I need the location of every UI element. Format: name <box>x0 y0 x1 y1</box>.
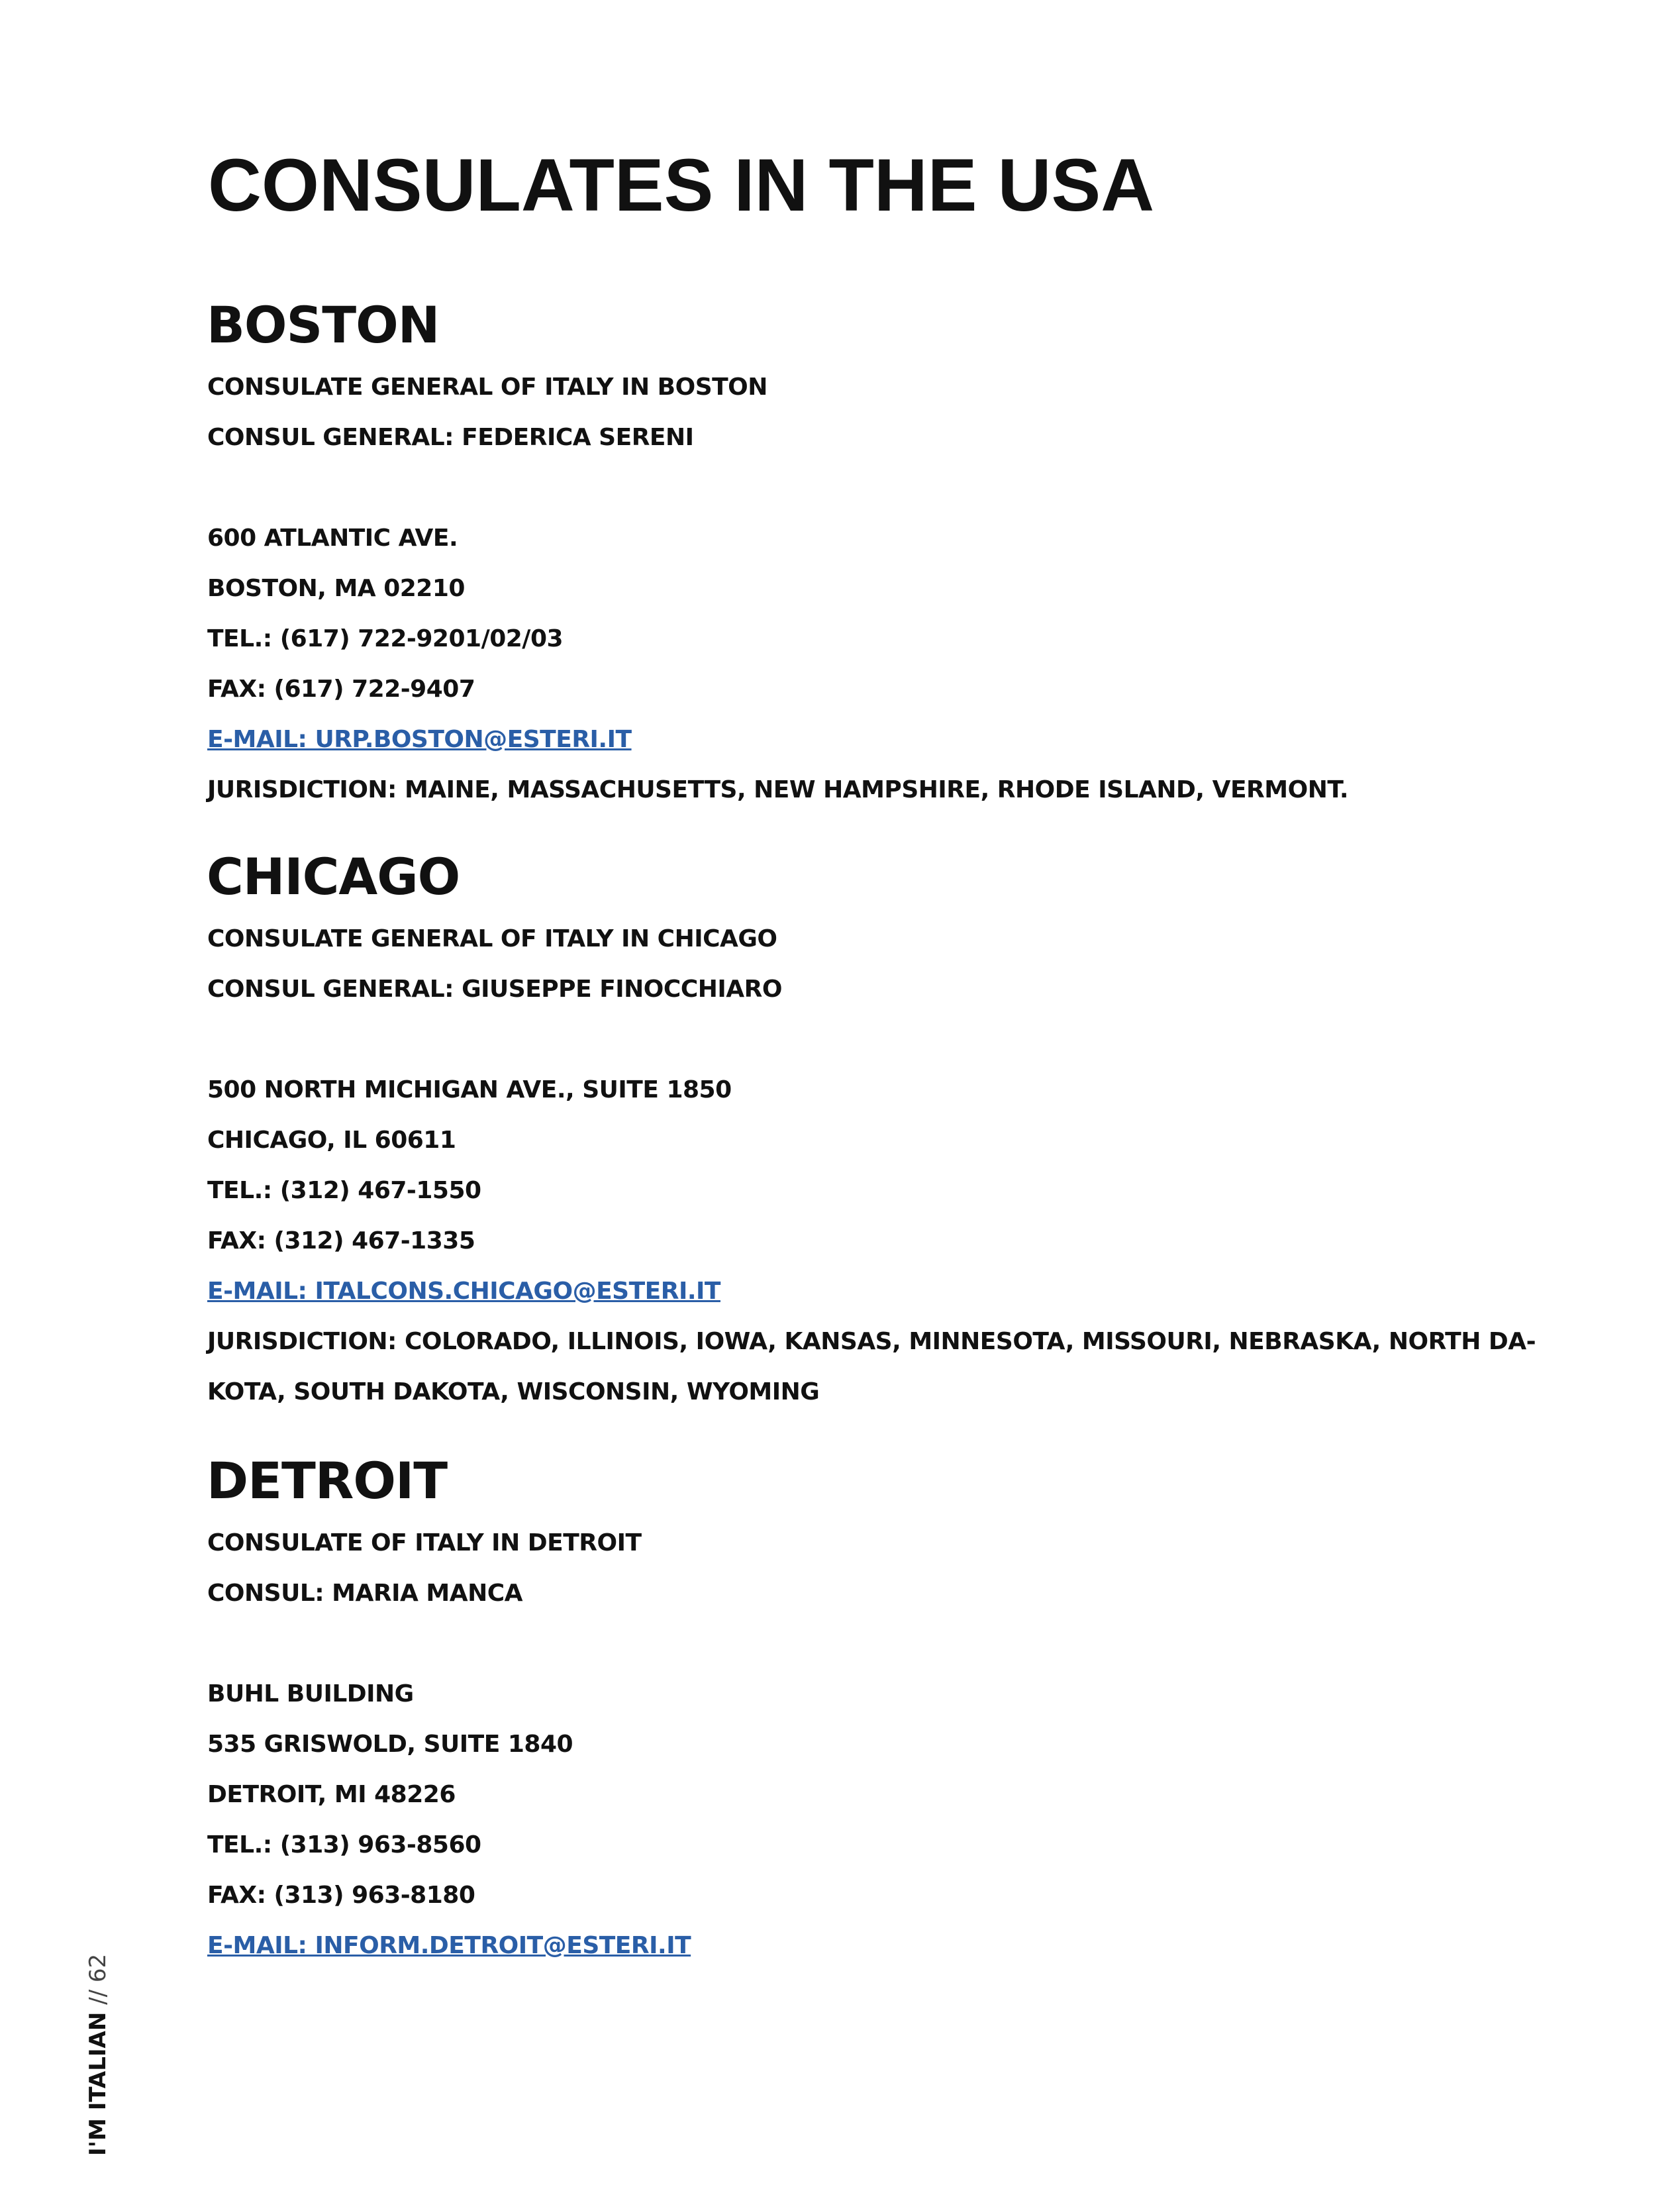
address-street: 500 NORTH MICHIGAN AVE., SUITE 1850 <box>207 1076 732 1103</box>
address-city: BOSTON, MA 02210 <box>207 575 465 602</box>
fax: FAX: (312) 467-1335 <box>207 1227 475 1254</box>
fax: FAX: (617) 722-9407 <box>207 676 475 703</box>
page-number: 62 <box>85 1953 111 1983</box>
email-link[interactable]: E-MAIL: INFORM.DETROIT@ESTERI.IT <box>207 1932 691 1959</box>
address-city: DETROIT, MI 48226 <box>207 1781 456 1808</box>
jurisdiction: JURISDICTION: COLORADO, ILLINOIS, IOWA, KANSAS, MINNESOTA, MISSOURI, NEBRASKA, NORTH DA- <box>207 1328 1536 1355</box>
consul-name: CONSUL GENERAL: FEDERICA SERENI <box>207 424 694 451</box>
telephone: TEL.: (312) 467-1550 <box>207 1177 481 1204</box>
address-street: 600 ATLANTIC AVE. <box>207 525 458 552</box>
address-city: CHICAGO, IL 60611 <box>207 1127 456 1154</box>
city-heading-boston: BOSTON <box>207 295 440 354</box>
footer-brand: I'M ITALIAN <box>85 2011 111 2156</box>
city-heading-detroit: DETROIT <box>207 1451 448 1510</box>
telephone: TEL.: (617) 722-9201/02/03 <box>207 625 564 652</box>
consulate-name: CONSULATE GENERAL OF ITALY IN BOSTON <box>207 374 767 401</box>
city-heading-chicago: CHICAGO <box>207 847 460 906</box>
email-link[interactable]: E-MAIL: URP.BOSTON@ESTERI.IT <box>207 726 632 753</box>
page-title: CONSULATES IN THE USA <box>208 144 1155 227</box>
page-footer <box>85 1954 111 2156</box>
jurisdiction-continued: KOTA, SOUTH DAKOTA, WISCONSIN, WYOMING <box>207 1378 820 1405</box>
telephone: TEL.: (313) 963-8560 <box>207 1831 481 1858</box>
address-street: 535 GRISWOLD, SUITE 1840 <box>207 1731 573 1758</box>
address-building: BUHL BUILDING <box>207 1680 414 1707</box>
consulate-name: CONSULATE OF ITALY IN DETROIT <box>207 1529 642 1556</box>
fax: FAX: (313) 963-8180 <box>207 1882 475 1909</box>
consul-name: CONSUL GENERAL: GIUSEPPE FINOCCHIARO <box>207 976 782 1003</box>
jurisdiction: JURISDICTION: MAINE, MASSACHUSETTS, NEW HAMPSHIRE, RHODE ISLAND, VERMONT. <box>207 776 1349 803</box>
consulate-name: CONSULATE GENERAL OF ITALY IN CHICAGO <box>207 925 777 952</box>
consul-name: CONSUL: MARIA MANCA <box>207 1580 522 1607</box>
footer-separator: // <box>85 1989 111 2005</box>
email-link[interactable]: E-MAIL: ITALCONS.CHICAGO@ESTERI.IT <box>207 1278 720 1305</box>
